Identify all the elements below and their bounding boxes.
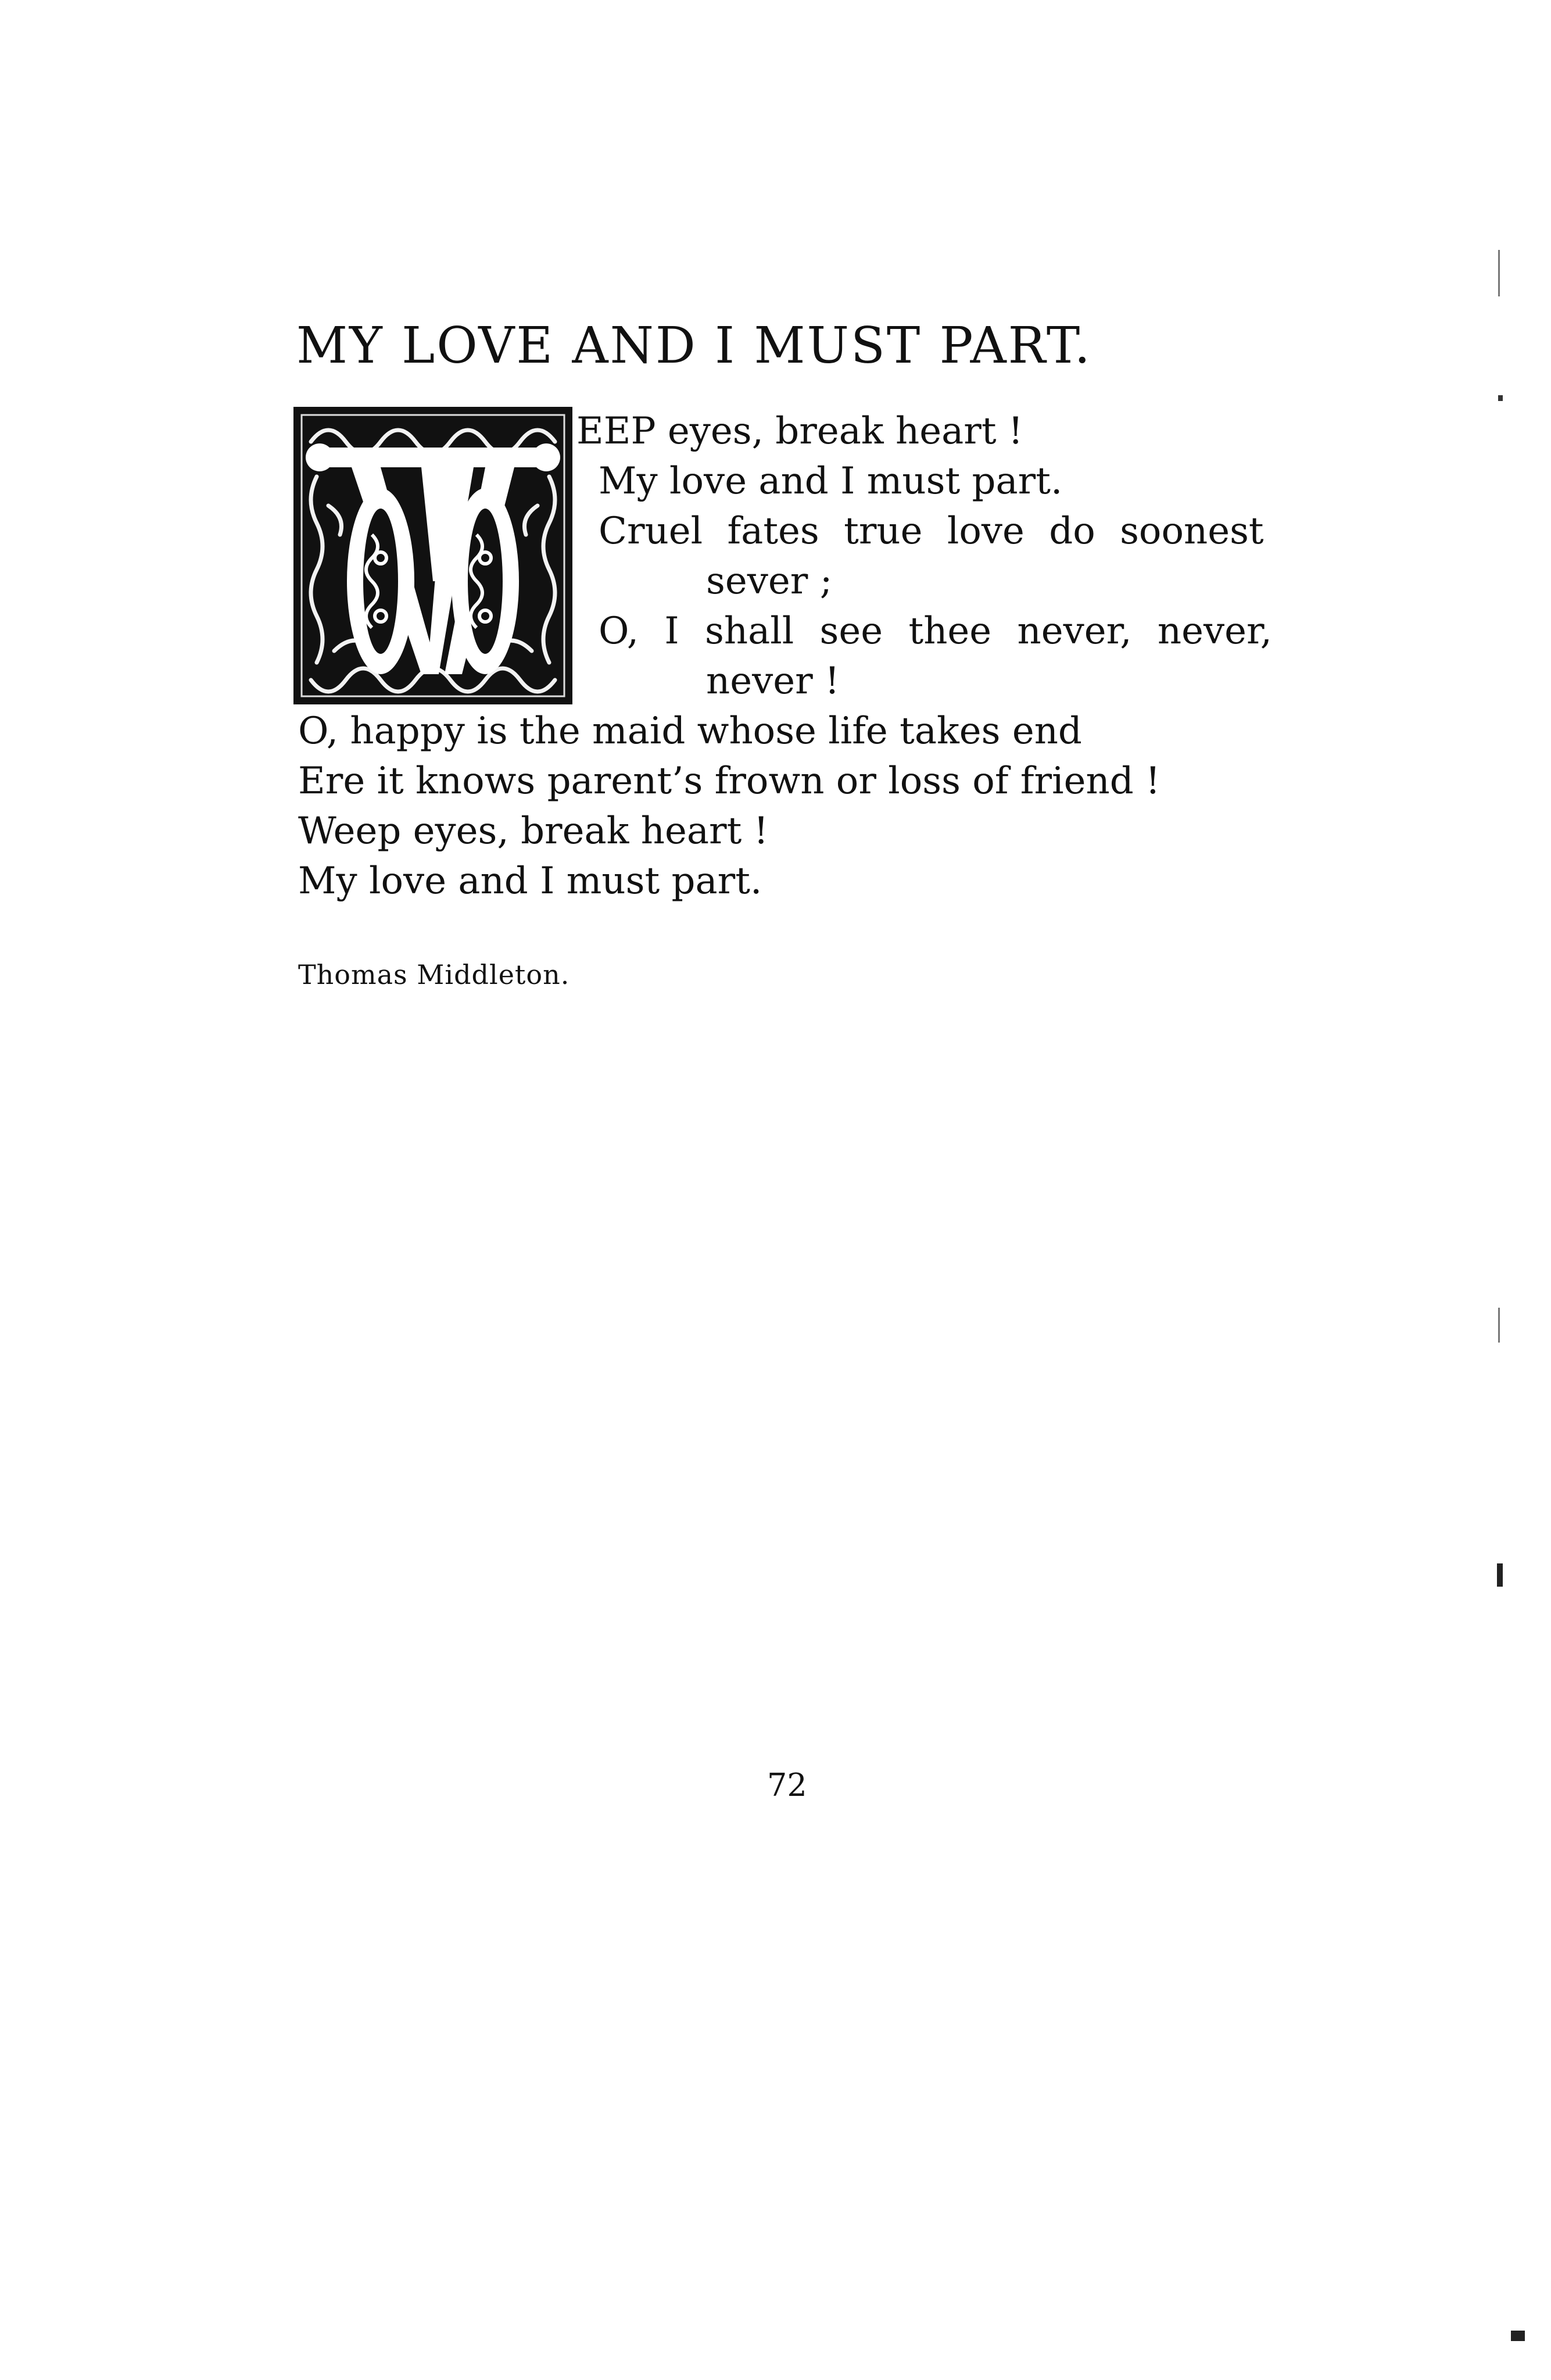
poem-author: Thomas Middleton.	[298, 959, 570, 990]
poem-line-1: EEP eyes, break heart !	[576, 410, 1023, 453]
scan-edge-mark	[1497, 1563, 1503, 1587]
ornamental-drop-cap	[293, 407, 572, 704]
drop-cap-ornament	[293, 407, 572, 704]
scan-edge-mark	[1511, 2331, 1525, 2341]
poem-line-7: Weep eyes, break heart !	[298, 810, 769, 853]
poem-line-3-continuation: sever ;	[706, 560, 833, 603]
poem-line-6: Ere it knows parent’s frown or loss of friend !	[298, 760, 1160, 803]
poem-line-4-text: O, I shall see thee never, never,	[599, 610, 1272, 653]
scan-edge-mark	[1498, 250, 1500, 296]
poem-line-3-text: Cruel fates true love do soonest	[599, 510, 1264, 553]
poem-line-3	[599, 510, 1278, 553]
poem-line-4	[599, 610, 1272, 653]
scan-edge-mark	[1498, 1308, 1500, 1343]
poem-line-5: O, happy is the maid whose life takes end	[298, 710, 1082, 753]
poem-line-4-continuation: never !	[706, 660, 840, 703]
scan-edge-mark	[1498, 395, 1503, 401]
poem-line-2: My love and I must part.	[599, 460, 1063, 503]
poem-line-8: My love and I must part.	[298, 860, 762, 903]
page-number: 72	[767, 1767, 807, 1803]
poem-title: MY LOVE AND I MUST PART.	[296, 317, 1092, 375]
